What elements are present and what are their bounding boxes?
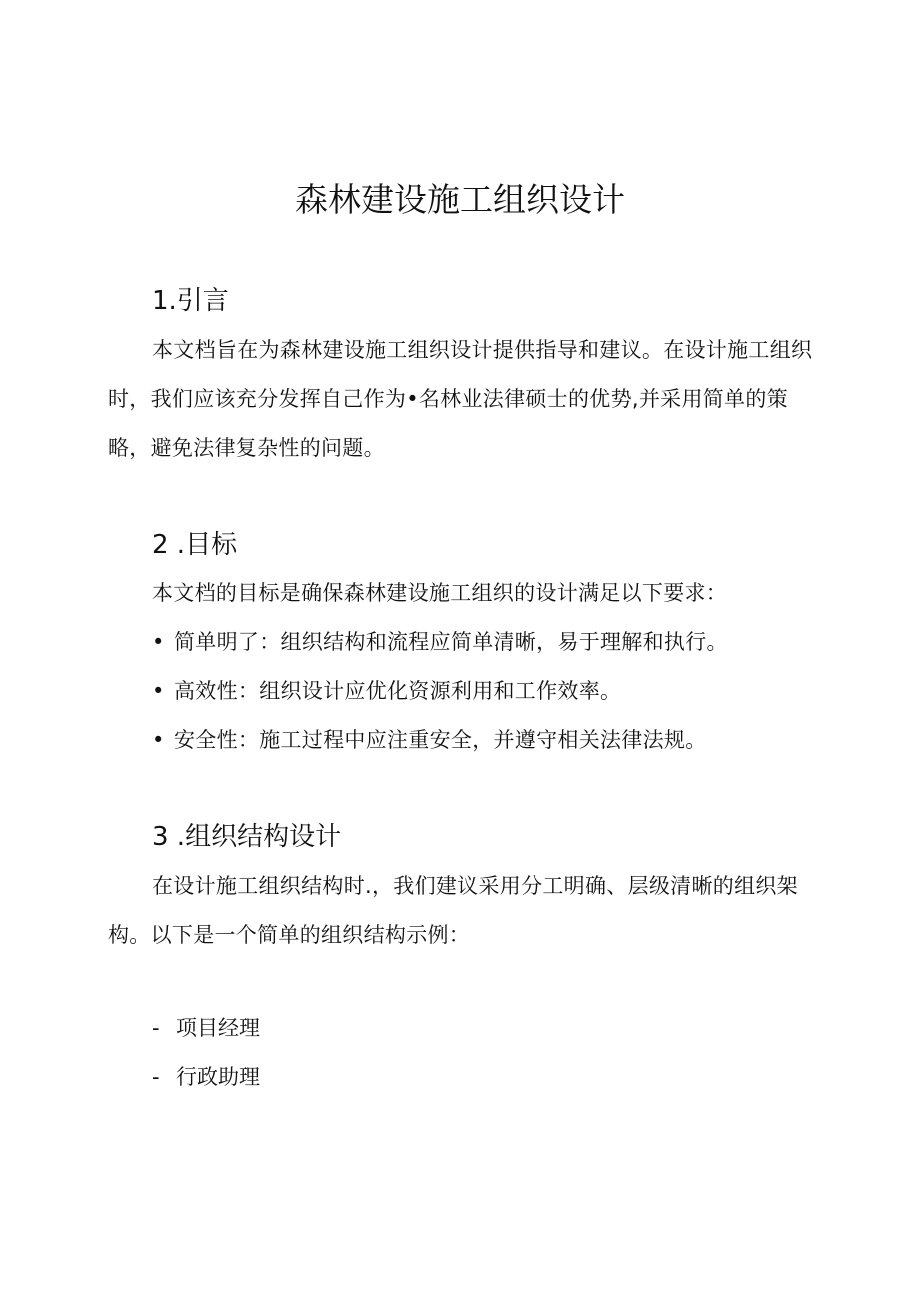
list-item [152, 716, 707, 765]
list-item [152, 667, 621, 716]
section-paragraph-org-structure: 在设计施工组织结构时.，我们建议采用分工明确、层级清晰的组织架构。以下是一个简单的组织结构示例： [108, 874, 798, 947]
bullet-marker: • [152, 630, 165, 654]
section-heading-introduction: 1.引言 [152, 286, 229, 316]
dash-marker: - [152, 1016, 160, 1040]
list-item [152, 618, 728, 667]
bullet-marker: • [152, 679, 165, 703]
section-heading-org-structure: 3 .组织结构设计 [152, 822, 342, 852]
list-item [152, 1004, 260, 1053]
list-item-text: 项目经理 [176, 1016, 260, 1040]
bullet-marker: • [152, 728, 165, 752]
bullet-text: 安全性：施工过程中应注重安全，并遵守相关法律法规。 [174, 728, 707, 752]
section-paragraph-goals: 本文档的目标是确保森林建设施工组织的设计满足以下要求： [152, 581, 728, 605]
bullet-text: 简单明了：组织结构和流程应简单清晰，易于理解和执行。 [174, 630, 728, 654]
bullet-text: 高效性：组织设计应优化资源利用和工作效率。 [174, 679, 622, 703]
section-heading-goals: 2 .目标 [152, 530, 238, 560]
document-title: 森林建设施工组织设计 [295, 180, 625, 219]
list-item-text: 行政助理 [176, 1065, 260, 1089]
list-item [152, 1053, 260, 1102]
section-paragraph-introduction: 本文档旨在为森林建设施工组织设计提供指导和建议。在设计施工组织时，我们应该充分发挥自己作为•名林业法律硕士的优势,并采用简单的策略，避免法律复杂性的问题。 [108, 338, 813, 460]
dash-marker: - [152, 1065, 160, 1089]
